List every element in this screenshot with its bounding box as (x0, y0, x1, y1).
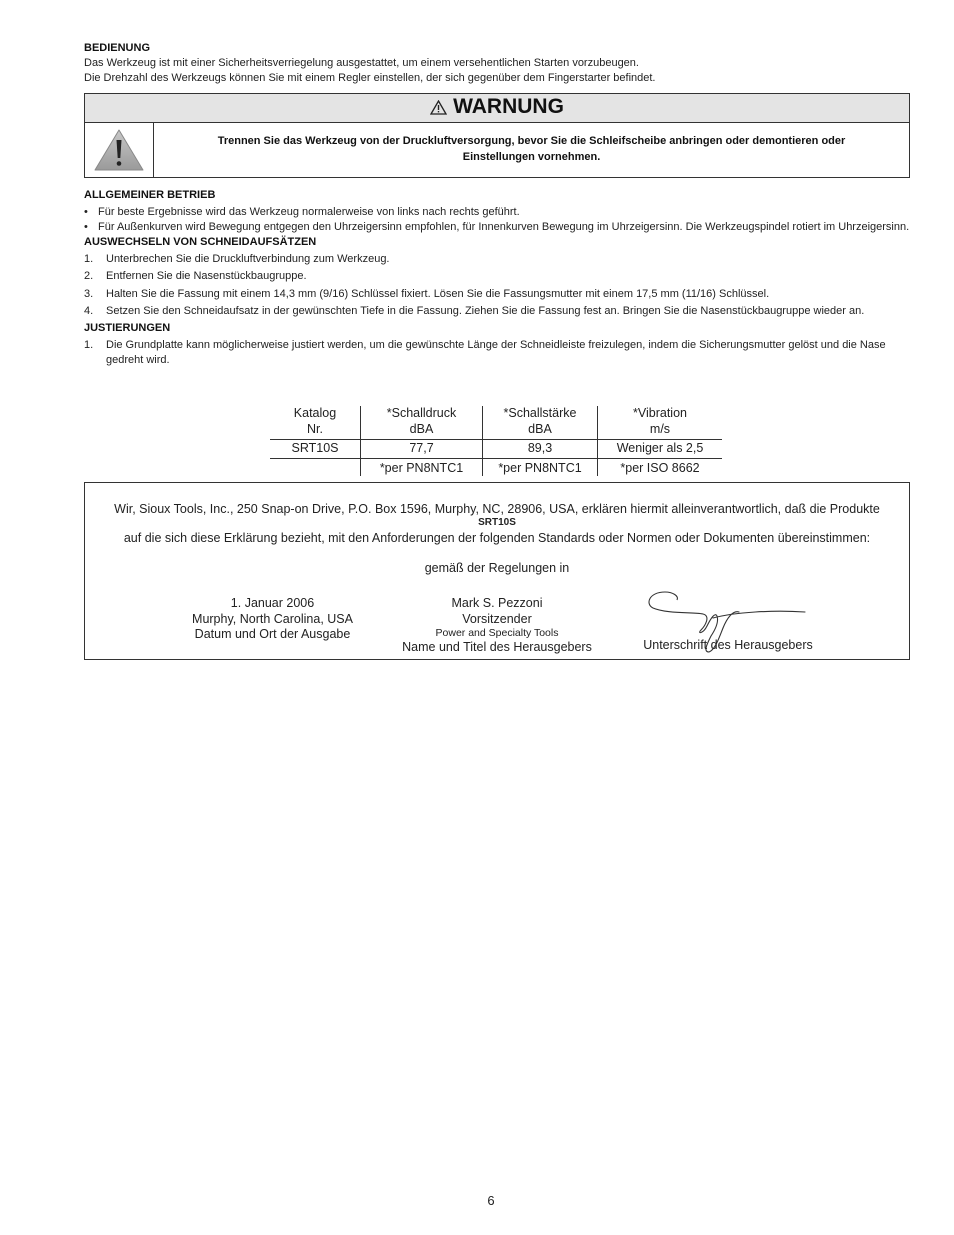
numbered-list (84, 252, 910, 319)
list-item: 4. Setzen Sie den Schneidaufsatz in der gewünschten Tiefe in die Fassung. Ziehen Sie die Fassung fest an. Bringen Sie die Nasenstückbaugruppe wieder an. (84, 304, 865, 317)
exclamation-triangle-icon (85, 123, 154, 177)
declaration-text: gemäß der Regelungen in (424, 561, 570, 576)
section-heading: JUSTIERUNGEN (84, 321, 171, 334)
signature-block (633, 590, 823, 653)
table-cell: *per PN8NTC1 (483, 458, 598, 476)
header-cell: *Schallstärke dBA (483, 406, 598, 440)
list-item: • Für Außenkurven wird Bewegung entgegen den Uhrzeigersinn empfohlen, für Innenkurven Bewegung im Uhrzeigersinn. Die Werkzeugspindel rotiert im Uhrzeigersinn. (84, 220, 910, 235)
signature-caption: Unterschrift des Herausgebers (643, 638, 813, 653)
declaration-text: auf die sich diese Erklärung bezieht, mit den Anforderungen der folgenden Standards oder Normen oder Dokumenten übereinstimmen: (123, 531, 871, 546)
warning-text: Trennen Sie das Werkzeug von der Druckluftversorgung, bevor Sie die Schleifscheibe anbringen oder demontieren oder Einstellungen vornehmen. (217, 135, 846, 163)
manual-page (84, 41, 910, 660)
page-number: 6 (487, 1193, 495, 1208)
section-justierungen (84, 321, 910, 369)
warning-header (85, 94, 909, 123)
issuer-title: Vorsitzender (462, 611, 532, 626)
table-cell: 89,3 (483, 440, 598, 459)
list-item: • Für beste Ergebnisse wird das Werkzeug normalerweise von links nach rechts geführt. (84, 205, 910, 220)
declaration-box (84, 482, 910, 660)
product-code: SRT10S (478, 517, 516, 529)
spec-table (270, 406, 722, 476)
paragraph: Die Drehzahl des Werkzeugs können Sie mit einem Regler einstellen, der sich gegenüber dem Fingerstarter befindet. (84, 72, 656, 85)
table-cell: 77,7 (361, 440, 483, 459)
section-heading: AUSWECHSELN VON SCHNEIDAUFSÄTZEN (84, 236, 317, 249)
list-item: 2. Entfernen Sie die Nasenstückbaugruppe. (84, 270, 307, 283)
table-cell: *per PN8NTC1 (361, 458, 483, 476)
warning-title: WARNUNG (453, 95, 564, 119)
header-cell: *Vibration m/s (598, 406, 723, 440)
table-cell: *per ISO 8662 (598, 458, 723, 476)
issue-caption: Datum und Ort der Ausgabe (194, 626, 351, 641)
table-footnote-row (270, 458, 722, 476)
header-cell: *Schalldruck dBA (361, 406, 483, 440)
issuer-block (397, 596, 597, 655)
table-cell: SRT10S (270, 440, 361, 459)
section-auswechseln (84, 235, 910, 319)
table-cell: Weniger als 2,5 (598, 440, 723, 459)
header-cell: Katalog Nr. (293, 406, 337, 436)
section-bedienung (84, 41, 910, 87)
list-item: 1. Unterbrechen Sie die Druckluftverbindung zum Werkzeug. (84, 253, 390, 266)
table-cell (270, 458, 361, 476)
warning-box (84, 93, 910, 178)
section-heading: ALLGEMEINER BETRIEB (84, 188, 216, 201)
list-item: 1. Die Grundplatte kann möglicherweise justiert werden, um die gewünschte Länge der Schneidleiste freizulegen, indem die Sicherungsmutter gelöst und die Nase gedreht wird. (84, 339, 886, 367)
issuer-division: Power and Specialty Tools (435, 626, 559, 639)
table-row (270, 440, 722, 459)
issue-date-block (185, 596, 360, 642)
issuer-name: Mark S. Pezzoni (451, 596, 543, 611)
section-allgemein (84, 188, 910, 236)
table-header-row (270, 406, 722, 440)
issuer-caption: Name und Titel des Herausgebers (402, 639, 592, 654)
issue-place: Murphy, North Carolina, USA (192, 611, 353, 626)
declaration-text: Wir, Sioux Tools, Inc., 250 Snap-on Drive, P.O. Box 1596, Murphy, NC, 28906, USA, erklären hiermit alleinverantwortlich, daß die Produkte (114, 502, 880, 517)
bullet-list (84, 205, 910, 235)
issue-date: 1. Januar 2006 (230, 596, 315, 611)
section-heading: BEDIENUNG (84, 42, 151, 54)
numbered-list (84, 338, 910, 368)
warning-triangle-icon (430, 100, 447, 115)
list-item: 3. Halten Sie die Fassung mit einem 14,3 mm (9/16) Schlüssel fixiert. Lösen Sie die Fassungsmutter mit einem 17,5 mm (11/16) Schlüssel. (84, 287, 770, 300)
paragraph: Das Werkzeug ist mit einer Sicherheitsverriegelung ausgestattet, um einem versehentlichen Starten vorzubeugen. (84, 57, 639, 70)
